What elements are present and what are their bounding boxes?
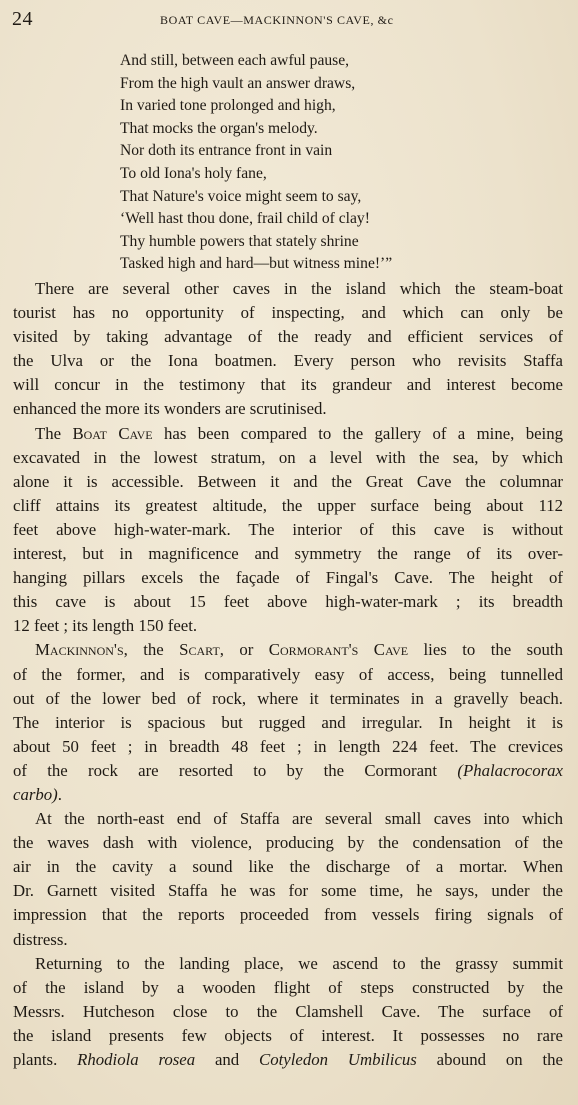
text-line: out of the lower bed of rock, where it terminates in a gravelly beach. [13,688,563,708]
text-line: Returning to the landing place, we ascend to the grassy summit [35,953,563,973]
cave-name: Scart [179,640,220,660]
poem-line: Tasked high and hard—but witness mine!’” [120,255,393,273]
text-line: interest, but in magnificence and symmetry the range of its over- [13,544,563,564]
text-run: , or [219,640,269,660]
text-line: excavated in the lowest stratum, on a level with the sea, by which [13,447,563,467]
text-run: The [35,423,73,443]
species-name: Rhodiola rosea [77,1050,196,1069]
text-line: hanging pillars excels the façade of Fingal's Cave. The height of [13,568,563,588]
poem-line: That mocks the organ's melody. [120,119,318,137]
species-name: (Phalacrocorax [457,760,563,780]
page-header [10,8,570,32]
poem-line: Thy humble powers that stately shrine [120,232,359,250]
poem-line: To old Iona's holy fane, [120,164,267,182]
text-line: cliff attains its greatest altitude, the upper surface being about 112 [13,495,563,515]
species-name: Cotyledon Umbilicus [259,1050,417,1069]
poem-line: From the high vault an answer draws, [120,74,356,92]
page-number: 24 [12,8,33,30]
text-run: of the rock are resorted to by the Cormorant [13,760,458,780]
paragraph-summit [13,952,563,1072]
text-run: has been compared to the gallery of a mine, being [152,423,563,443]
text-line: will concur in the testimony that its grandeur and interest become [13,375,563,395]
text-line: The interior is spacious but rugged and irregular. In height it is [13,712,563,732]
text-line: tourist has no opportunity of inspecting, and which can only be [13,303,563,323]
text-line [13,638,563,662]
cave-name: Cormorant's Cave [268,640,409,660]
species-name: carbo) [13,784,58,804]
text-line: Messrs. Hutcheson close to the Clamshell Cave. The surface of [13,1001,563,1021]
paragraph-mackinnons-cave [13,638,563,807]
running-head: BOAT CAVE—MACKINNON'S CAVE, &c [160,13,394,27]
text-line: of the former, and is comparatively easy of access, being tunnelled [13,664,563,684]
text-line [13,422,563,446]
text-line: 12 feet ; its length 150 feet. [13,616,198,636]
text-run: abound on the [416,1050,563,1069]
paragraph-other-caves [13,277,563,422]
text-line: air in the cavity a sound like the discharge of a mortar. When [13,857,563,877]
poem-line: In varied tone prolonged and high, [120,97,336,115]
text-line: visited by taking advantage of the ready and efficient services of [13,327,563,347]
text-line [13,759,563,783]
text-run: lies to the south [408,640,563,660]
paragraph-boat-cave [13,422,563,639]
text-line: the waves dash with violence, producing by the condensation of the [13,833,563,853]
text-line [13,783,563,807]
text-line: this cave is about 15 feet above high-water-mark ; its breadth [13,592,563,612]
text-run: . [57,784,62,804]
body-text [13,277,563,1072]
text-line: enhanced the more its wonders are scrutinised. [13,399,327,419]
text-line: There are several other caves in the island which the steam-boat [35,279,563,298]
text-line: Dr. Garnett visited Staffa he was for some time, he says, under the [13,881,563,901]
text-line: distress. [13,929,68,949]
paragraph-small-caves [13,807,563,952]
poem-line: That Nature's voice might seem to say, [120,187,362,205]
text-line: At the north-east end of Staffa are several small caves into which [35,809,563,829]
text-line: of the island by a wooden flight of steps constructed by the [13,977,563,997]
poem-line: Nor doth its entrance front in vain [120,142,333,160]
text-line: impression that the reports proceeded from vessels firing signals of [13,905,563,925]
cave-name: Boat Cave [72,423,153,443]
poem-line: ‘Well hast thou done, frail child of clay! [120,210,370,228]
text-line [13,1048,563,1072]
text-run: plants. [13,1050,78,1069]
cave-name: Mackinnon's [35,640,124,660]
text-line: alone it is accessible. Between it and the Great Cave the columnar [13,471,563,491]
poem-stanza [120,50,540,276]
text-line: feet above high-water-mark. The interior of this cave is without [13,519,563,539]
poem-line: And still, between each awful pause, [120,52,350,69]
text-line: the island presents few objects of interest. It possesses no rare [13,1025,563,1045]
text-line: about 50 feet ; in breadth 48 feet ; in length 224 feet. The crevices [13,736,563,756]
text-run: , the [123,640,180,660]
text-line: the Ulva or the Iona boatmen. Every person who revisits Staffa [13,351,563,371]
text-run: and [195,1050,260,1069]
